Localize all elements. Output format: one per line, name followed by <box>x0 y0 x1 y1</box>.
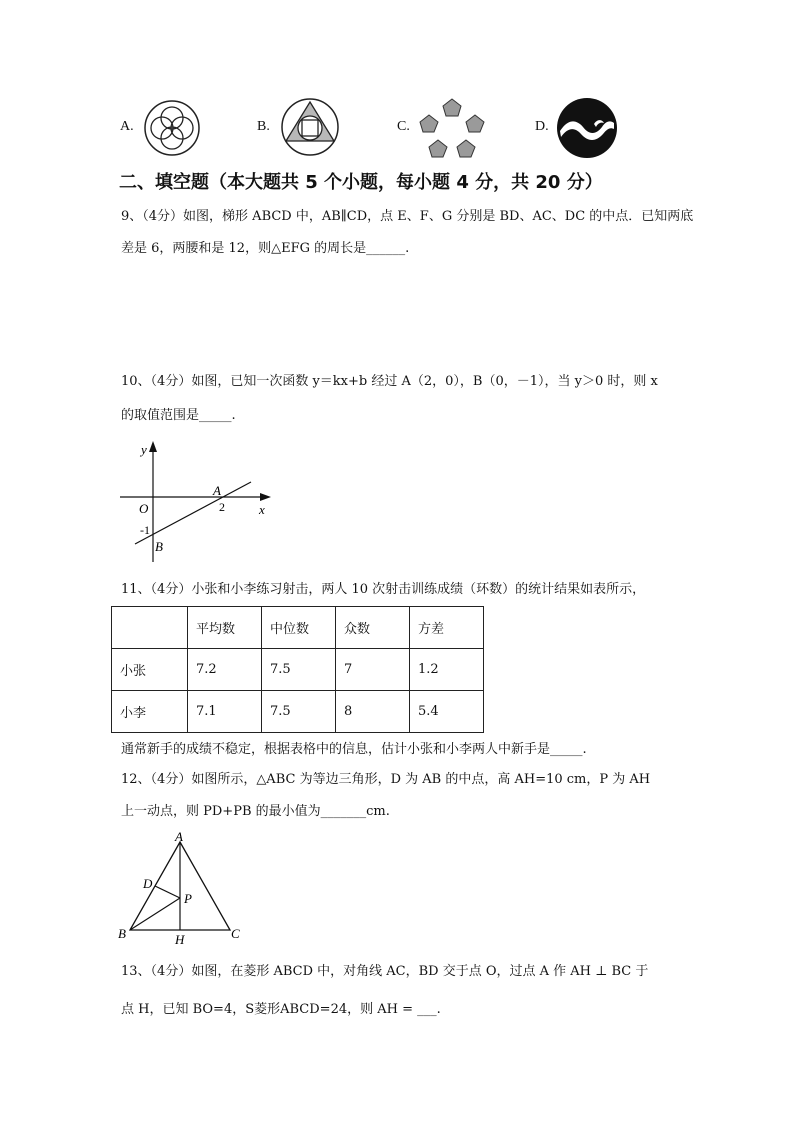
q12-triangle-figure <box>115 830 250 948</box>
table-cell: 1.2 <box>410 649 484 691</box>
table-cell: 7.1 <box>188 691 262 733</box>
table-row <box>112 607 484 649</box>
q9-line1: 9、（4分）如图，梯形 ABCD 中，AB∥CD，点 E、F、G 分别是 BD、AC、DC 的中点．已知两底 <box>121 209 694 224</box>
table-row <box>112 649 484 691</box>
option-d-figure <box>556 97 618 159</box>
q13-line2: 点 H，已知 BO=4，S菱形ABCD=24，则 AH = ___. <box>121 1002 441 1017</box>
q10-line2: 的取值范围是_____. <box>121 408 236 423</box>
table-cell: 7.5 <box>262 691 336 733</box>
q10-line1: 10、（4分）如图，已知一次函数 y＝kx+b 经过 A（2，0），B（0，－1），当 y＞0 时，则 x <box>121 374 658 389</box>
q11-line2: 通常新手的成绩不稳定，根据表格中的信息，估计小张和小李两人中新手是_____. <box>121 742 587 757</box>
table-cell: 5.4 <box>410 691 484 733</box>
option-c-figure <box>418 96 486 160</box>
option-b-label: B. <box>257 119 270 134</box>
tick-2-label: 2 <box>219 500 225 514</box>
table-cell: 7 <box>336 649 410 691</box>
x-label: x <box>259 502 265 517</box>
q13-line1: 13、（4分）如图，在菱形 ABCD 中，对角线 AC，BD 交于点 O，过点 A 作 AH ⊥ BC 于 <box>121 964 649 979</box>
point-a-label: A <box>213 483 221 498</box>
q10-graph <box>115 438 280 566</box>
tick-neg1-label: -1 <box>140 523 150 537</box>
label-d: D <box>143 876 153 891</box>
y-arrow-icon <box>149 441 157 452</box>
label-a: A <box>175 830 183 844</box>
table-header-cell <box>112 607 188 649</box>
option-d-label: D. <box>535 119 549 134</box>
q12-line1: 12、（4分）如图所示，△ABC 为等边三角形，D 为 AB 的中点，高 AH=10 cm，P 为 AH <box>121 772 651 787</box>
table-cell: 7.5 <box>262 649 336 691</box>
option-c-label: C. <box>397 119 410 134</box>
x-arrow-icon <box>260 493 271 501</box>
q9-line2: 差是 6，两腰和是 12，则△EFG 的周长是______. <box>121 241 410 256</box>
y-label: y <box>141 442 147 457</box>
table-header-cell: 平均数 <box>188 607 262 649</box>
segment-bp <box>130 898 180 930</box>
label-h: H <box>175 932 185 947</box>
q11-line1: 11、（4分）小张和小李练习射击，两人 10 次射击训练成绩（环数）的统计结果如表所示， <box>121 582 646 597</box>
table-cell: 小李 <box>112 691 188 733</box>
label-p: P <box>184 891 192 906</box>
q12-line2: 上一动点，则 PD+PB 的最小值为_______cm. <box>121 804 390 819</box>
table-cell: 小张 <box>112 649 188 691</box>
origin-label: O <box>139 501 149 516</box>
table-cell: 8 <box>336 691 410 733</box>
table-row <box>112 691 484 733</box>
option-a-label: A. <box>120 119 134 134</box>
section-title: 二、填空题（本大题共 5 个小题，每小题 4 分，共 20 分） <box>119 172 603 193</box>
option-b-figure <box>280 97 340 157</box>
point-b-label: B <box>155 539 163 554</box>
option-a-figure <box>141 99 203 157</box>
label-b: B <box>118 926 126 941</box>
label-c: C <box>231 926 240 941</box>
table-header-cell: 方差 <box>410 607 484 649</box>
table-cell: 7.2 <box>188 649 262 691</box>
segment-dp <box>155 886 180 898</box>
q11-stats-table <box>111 606 484 733</box>
table-header-cell: 众数 <box>336 607 410 649</box>
line-ab <box>135 482 251 544</box>
table-header-cell: 中位数 <box>262 607 336 649</box>
